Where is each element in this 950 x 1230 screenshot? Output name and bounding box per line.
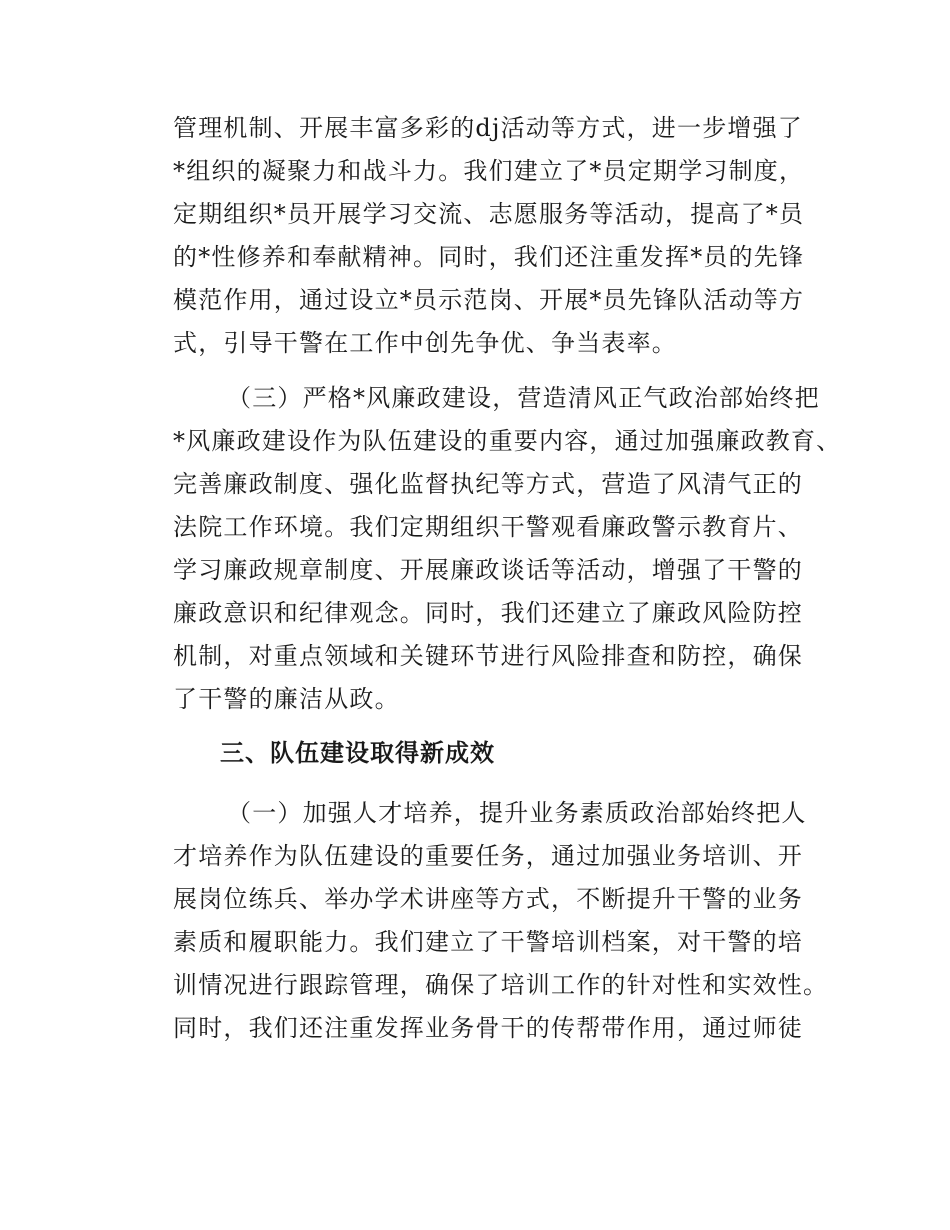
paragraph-line: 同时，我们还注重发挥业务骨干的传帮带作用，通过师徒	[173, 1014, 803, 1042]
paragraph-line: 定期组织*员开展学习交流、志愿服务等活动，提高了*员	[173, 200, 805, 228]
paragraph-line: 训情况进行跟踪管理，确保了培训工作的针对性和实效性。	[173, 971, 829, 999]
section-heading: 三、队伍建设取得新成效	[220, 739, 495, 767]
paragraph-line: 廉政意识和纪律观念。同时，我们还建立了廉政风险防控	[173, 599, 803, 627]
paragraph-line: 才培养作为队伍建设的重要任务，通过加强业务培训、开	[173, 842, 803, 870]
paragraph-line: 机制，对重点领域和关键环节进行风险排查和防控，确保	[173, 642, 803, 670]
paragraph-line: 法院工作环境。我们定期组织干警观看廉政警示教育片、	[173, 513, 803, 541]
paragraph-line: 式，引导干警在工作中创先争优、争当表率。	[173, 329, 677, 357]
paragraph-line: 展岗位练兵、举办学术讲座等方式，不断提升干警的业务	[173, 885, 803, 913]
paragraph-line: 了干警的廉洁从政。	[173, 685, 400, 713]
paragraph-line: *组织的凝聚力和战斗力。我们建立了*员定期学习制度，	[173, 157, 805, 185]
paragraph-line: 模范作用，通过设立*员示范岗、开展*员先锋队活动等方	[173, 286, 805, 314]
paragraph-line: 管理机制、开展丰富多彩的dj活动等方式，进一步增强了	[173, 114, 804, 142]
paragraph-line: *风廉政建设作为队伍建设的重要内容，通过加强廉政教育、	[173, 427, 842, 455]
paragraph-line: 素质和履职能力。我们建立了干警培训档案，对干警的培	[173, 928, 803, 956]
paragraph-line: （三）严格*风廉政建设，营造清风正气政治部始终把	[227, 384, 820, 412]
paragraph-line: 学习廉政规章制度、开展廉政谈话等活动，增强了干警的	[173, 556, 803, 584]
paragraph-line: 的*性修养和奉献精神。同时，我们还注重发挥*员的先锋	[173, 243, 805, 271]
paragraph-line: 完善廉政制度、强化监督执纪等方式，营造了风清气正的	[173, 470, 803, 498]
paragraph-line: （一）加强人才培养，提升业务素质政治部始终把人	[227, 799, 807, 827]
